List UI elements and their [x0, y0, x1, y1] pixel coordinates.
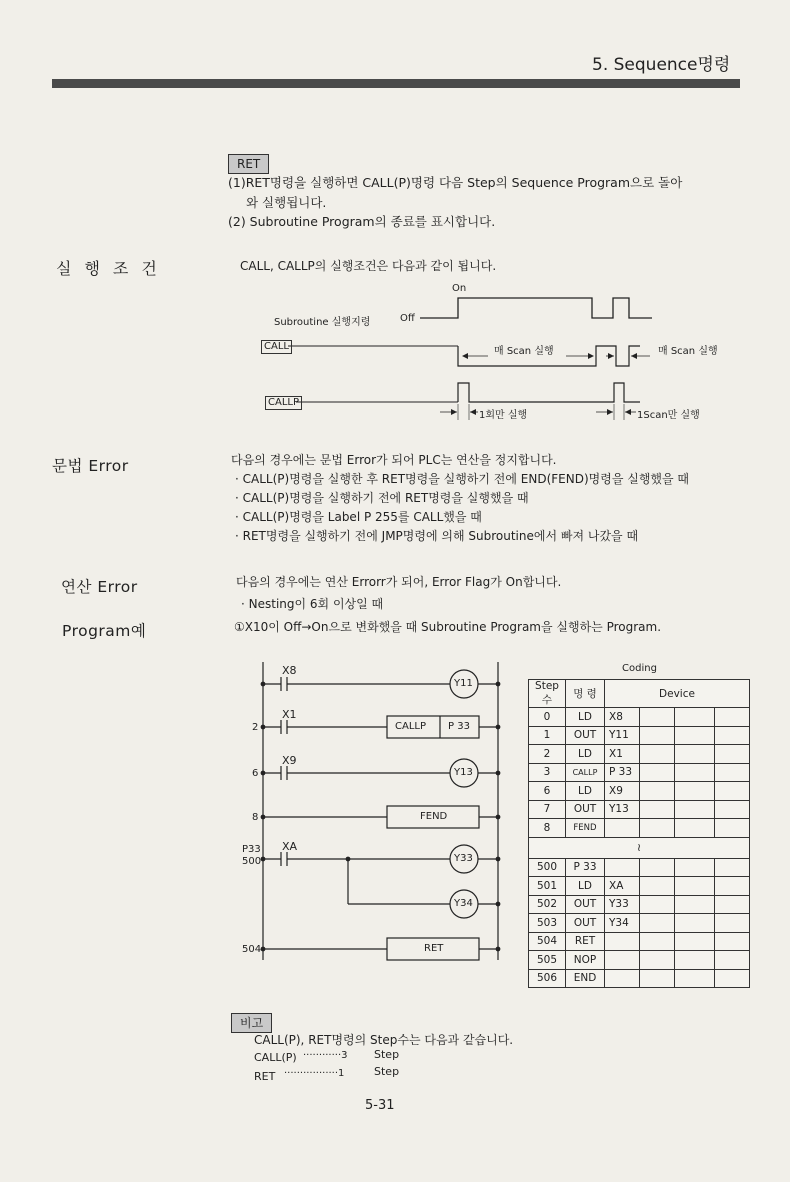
ladder-label-p33: P33	[242, 844, 261, 855]
ret-tag: RET	[228, 154, 269, 174]
table-row: 2 LD X1	[529, 745, 750, 764]
timing-off-label: Off	[400, 313, 415, 324]
table-row: 504 RET	[529, 932, 750, 951]
operation-error-item: · Nesting이 6회 이상일 때	[241, 597, 384, 611]
table-row: 503 OUT Y34	[529, 914, 750, 933]
ladder-step-6: 6	[252, 768, 259, 779]
note-callp-label: CALL(P)	[254, 1051, 297, 1064]
program-example-heading: Program예	[62, 622, 147, 640]
program-example-text: ①X10이 Off→On으로 변화했을 때 Subroutine Program을 실행하는 Program.	[234, 620, 662, 634]
table-row: 505 NOP	[529, 951, 750, 970]
ladder-step-504: 504	[242, 944, 262, 955]
table-row: 1 OUT Y11	[529, 726, 750, 745]
syntax-error-item-3: · CALL(P)명령을 Label P 255를 CALL했을 때	[235, 510, 482, 524]
note-ret-dots: ·················1	[284, 1068, 345, 1079]
note-ret-unit: Step	[374, 1065, 400, 1078]
table-row: 500 P 33	[529, 858, 750, 877]
header-instruction: 명 령	[566, 680, 605, 708]
ladder-coil-y33: Y33	[454, 853, 473, 864]
syntax-error-heading: 문법 Error	[52, 457, 129, 475]
ladder-callp-arg: P 33	[448, 721, 470, 732]
timing-once-2: 1Scan만 실행	[637, 410, 700, 421]
table-row: 0 LD X8	[529, 708, 750, 727]
ladder-fend-box: FEND	[420, 811, 448, 822]
table-row: 7 OUT Y13	[529, 800, 750, 819]
ladder-callp-box: CALLP	[395, 721, 426, 732]
operation-error-intro: 다음의 경우에는 연산 Errorr가 되어, Error Flag가 On합니다.	[236, 575, 562, 589]
execution-condition-text: CALL, CALLP의 실행조건은 다음과 같이 됩니다.	[240, 259, 497, 273]
ladder-contact-x1: X1	[282, 708, 297, 721]
table-row: 3 CALLP P 33	[529, 763, 750, 782]
timing-on-label: On	[452, 283, 467, 294]
note-callp-dots: ············3	[303, 1050, 348, 1061]
timing-call-box: CALL	[261, 340, 292, 354]
table-row: 6 LD X9	[529, 782, 750, 801]
table-header-row	[529, 680, 750, 708]
syntax-error-item-2: · CALL(P)명령을 실행하기 전에 RET명령을 실행했을 때	[235, 491, 529, 505]
ret-line-1b: 와 실행됩니다.	[246, 195, 327, 210]
ladder-step-500: 500	[242, 856, 262, 867]
ladder-contact-x8: X8	[282, 664, 297, 677]
table-gap-row: ≀	[529, 837, 750, 858]
coding-table	[528, 679, 750, 988]
ladder-ret-box: RET	[424, 943, 444, 954]
table-row: 502 OUT Y33	[529, 895, 750, 914]
ladder-coil-y11: Y11	[454, 678, 473, 689]
header-step: Step수	[529, 680, 566, 708]
execution-condition-heading: 실행조건	[56, 259, 170, 278]
page-number: 5-31	[365, 1098, 395, 1113]
coding-title: Coding	[622, 663, 657, 674]
ladder-coil-y34: Y34	[454, 898, 473, 909]
note-callp-unit: Step	[374, 1048, 400, 1061]
header-device: Device	[605, 680, 750, 708]
note-line-1: CALL(P), RET명령의 Step수는 다음과 같습니다.	[254, 1033, 514, 1047]
ladder-contact-x9: X9	[282, 754, 297, 767]
note-tag: 비고	[231, 1013, 272, 1033]
table-row: 8 FEND	[529, 819, 750, 838]
syntax-error-item-1: · CALL(P)명령을 실행한 후 RET명령을 실행하기 전에 END(FEND)명령을 실행했을 때	[235, 472, 690, 486]
table-row: 501 LD XA	[529, 877, 750, 896]
ladder-step-2: 2	[252, 722, 259, 733]
ladder-coil-y13: Y13	[454, 767, 473, 778]
ladder-contact-xa: XA	[282, 840, 298, 853]
table-row: 506 END	[529, 969, 750, 988]
chapter-title: 5. Sequence명령	[592, 55, 731, 75]
timing-once-1: 1회만 실행	[479, 410, 528, 421]
ret-line-2: (2) Subroutine Program의 종료를 표시합니다.	[228, 214, 496, 229]
timing-every-scan-1: 매 Scan 실행	[494, 346, 554, 357]
note-ret-label: RET	[254, 1070, 276, 1083]
ret-line-1: (1)RET명령을 실행하면 CALL(P)명령 다음 Step의 Sequence Program으로 돌아	[228, 175, 683, 190]
timing-callp-box: CALLP	[265, 396, 302, 410]
syntax-error-item-4: · RET명령을 실행하기 전에 JMP명령에 의해 Subroutine에서 빠져 나갔을 때	[235, 529, 639, 543]
operation-error-heading: 연산 Error	[61, 578, 138, 596]
ladder-step-8: 8	[252, 812, 259, 823]
timing-every-scan-2: 매 Scan 실행	[658, 346, 718, 357]
syntax-error-intro: 다음의 경우에는 문법 Error가 되어 PLC는 연산을 정지합니다.	[231, 453, 557, 467]
timing-subroutine-label: Subroutine 실행지령	[274, 317, 371, 328]
